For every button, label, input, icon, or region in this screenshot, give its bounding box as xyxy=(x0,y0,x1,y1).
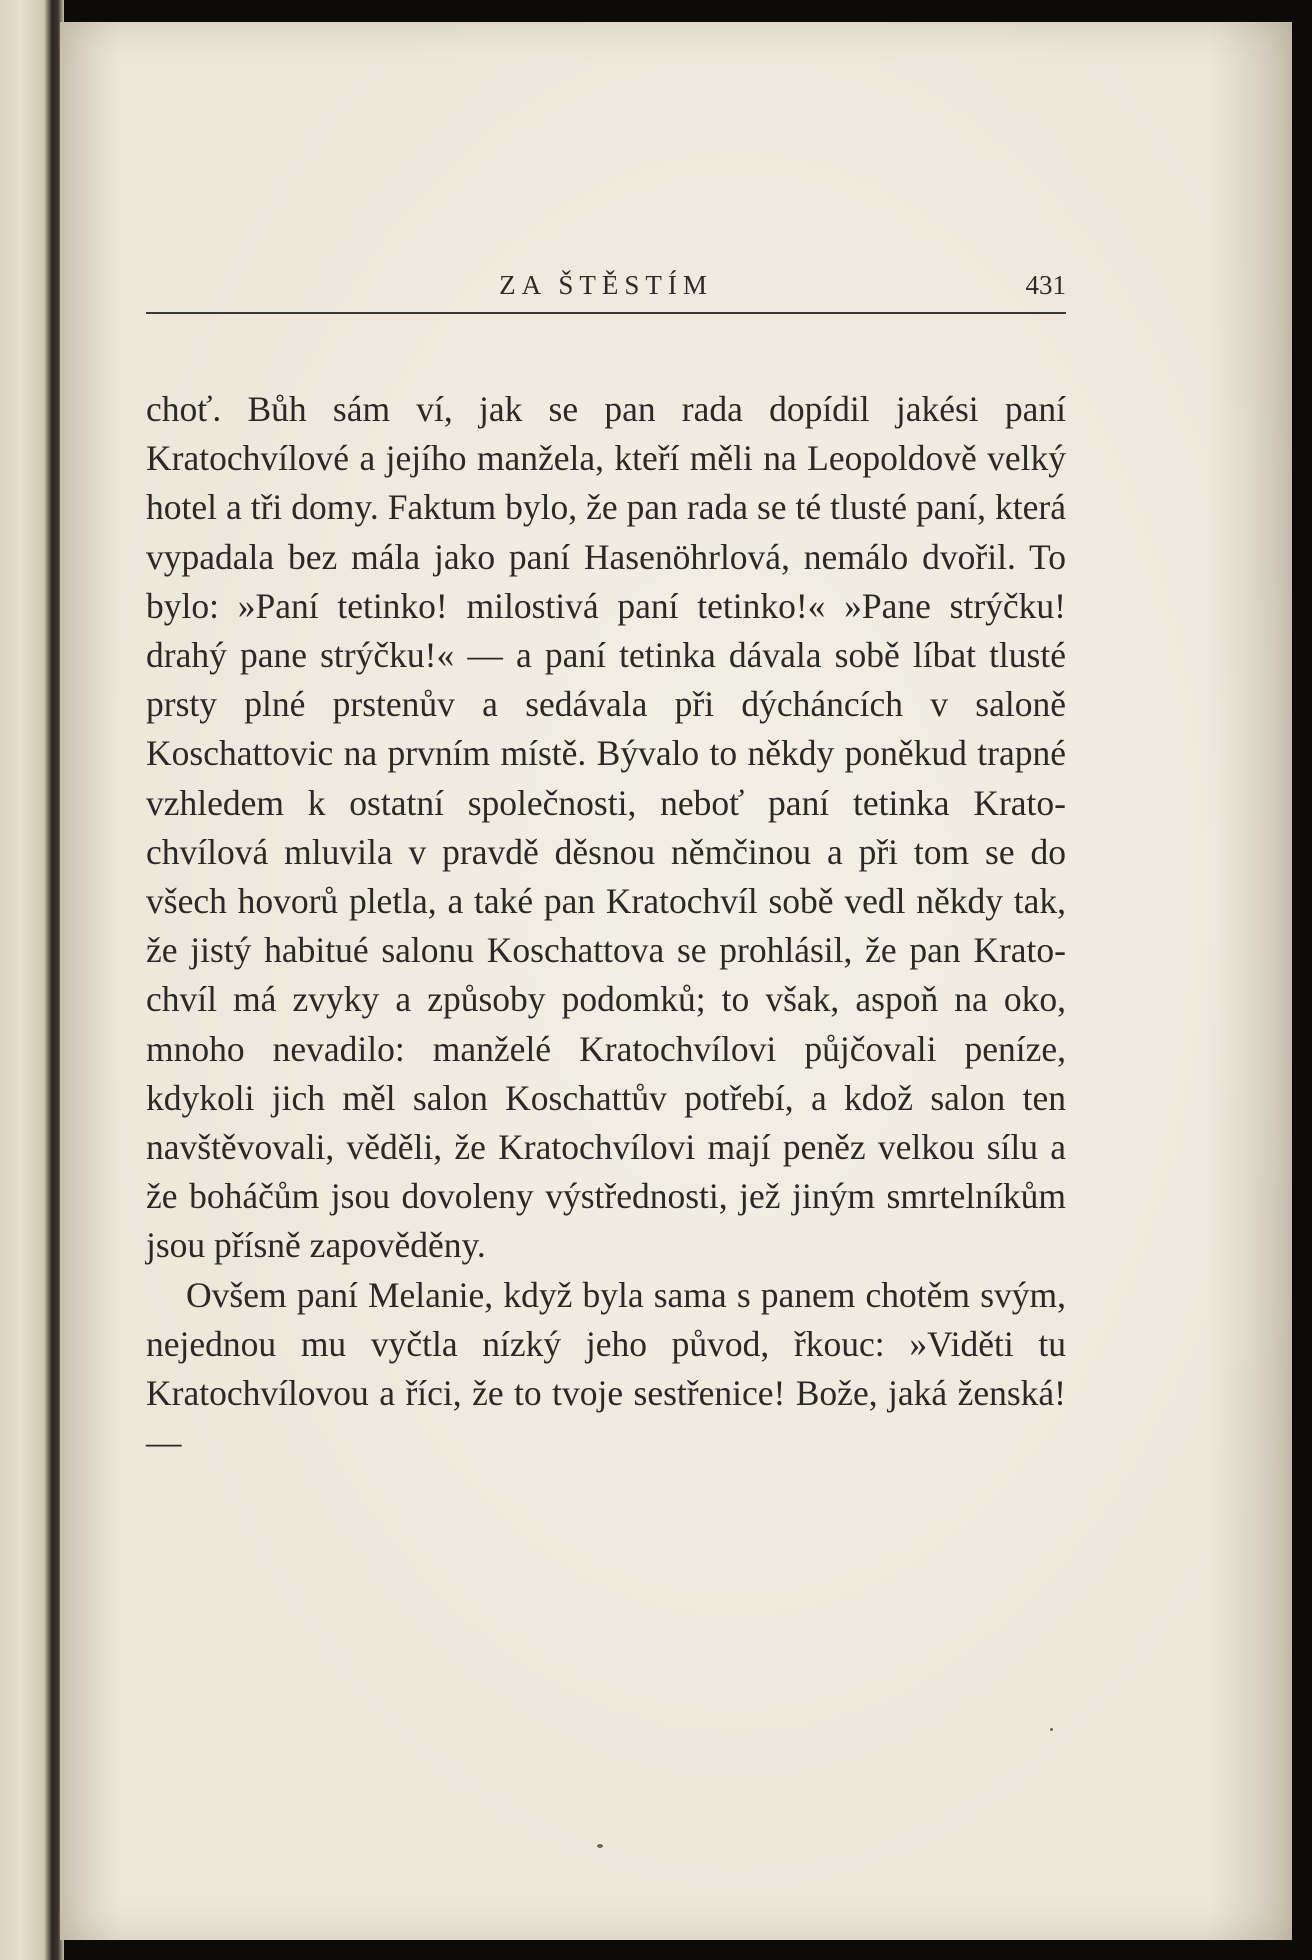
paragraph: choť. Bůh sám ví, jak se pan rada dopídil jakési paní Kratochvílové a jejího manžela, kteří měli na Leopoldově velký hotel a tři domy. Faktum bylo, že pan rada se té tlusté paní, která vypadala bez mála jako paní Hasenöhrlová, nemálo dvořil. To bylo: »Paní tetinko! milostivá paní tetinko!« »Pane strýčku! drahý pane strýčku!« — a paní tetinka dávala sobě líbat tlusté prsty plné prstenův a sedávala při dýcháncích v saloně Koschattovic na prvním místě. Bývalo to někdy poněkud trapné vzhledem k ostatní společnosti, neboť paní tetinka Kratochvílová mluvila v pravdě děsnou němčinou a při tom se do všech hovorů pletla, a také pan Kratochvíl sobě vedl někdy tak, že jistý habitué salonu Koschattova se prohlásil, že pan Kratochvíl má zvyky a způsoby podomků; to však, aspoň na oko, mnoho nevadilo: manželé Kratochvílovi půjčovali peníze, kdykoli jich měl salon Koschattův potřebí, a kdož salon ten navštěvovali, věděli, že Kratochvílovi mají peněz velkou sílu a že boháčům jsou dovoleny výstřednosti, jež jiným smrtelníkům jsou přísně zapověděny. xyxy=(146,389,1066,1266)
book-spine xyxy=(0,0,64,1960)
paper-speck xyxy=(1050,1728,1053,1731)
paper-speck xyxy=(597,1844,603,1848)
paragraph: Ovšem paní Melanie, když byla sama s panem chotěm svým, nejednou mu vyčtla nízký jeho původ, řkouc: »Viděti tu Kratochvílovou a říci, že to tvoje sestřenice! Bože, jaká ženská! — xyxy=(146,1274,1066,1463)
body-text xyxy=(146,385,1066,1467)
running-title: ZA ŠTĚSTÍM xyxy=(499,270,713,300)
page-number: 431 xyxy=(1025,270,1066,300)
page-header xyxy=(146,268,1066,314)
